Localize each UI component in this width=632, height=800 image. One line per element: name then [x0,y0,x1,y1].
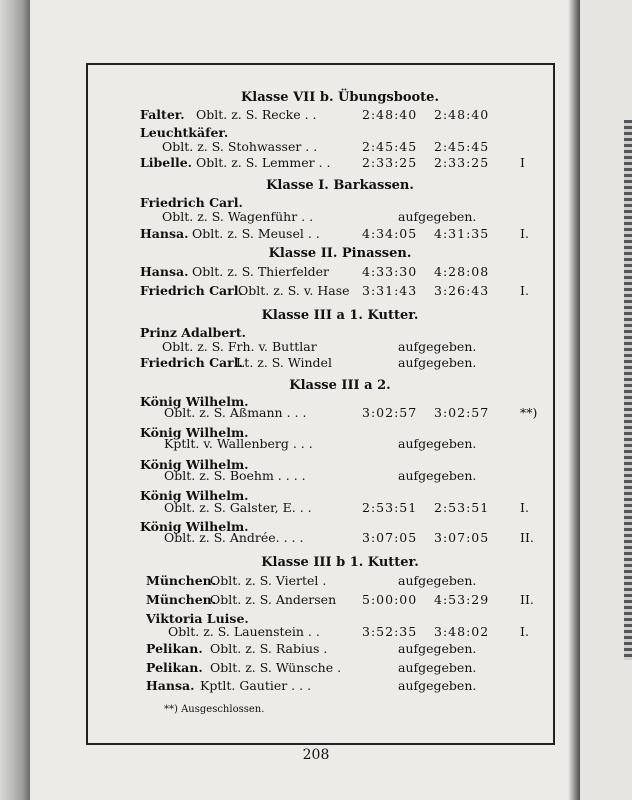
boat-name: Friedrich Carl. [140,283,243,298]
boat-name: Pelikan. [146,641,203,656]
crew-name: Lt. z. S. Windel [236,355,332,370]
boat-name: Pelikan. [146,660,203,675]
time-sailed: 4:33:30 [362,264,418,279]
time-sailed: 3:52:35 [362,624,418,639]
crew-name: Oblt. z. S. Meusel . . [192,226,320,241]
table-row [0,404,632,422]
table-row [0,106,632,124]
status-note: aufgegeben. [398,436,477,451]
crew-name: Kptlt. Gautier . . . [200,678,312,693]
crew-name: Oblt. z. S. Lauenstein . . [168,624,320,639]
crew-name: Oblt. z. S. Wünsche . [210,660,342,675]
section-heading: Klasse III a 1. Kutter. [261,308,419,323]
status-note: aufgegeben. [398,209,477,224]
prize: II. [520,592,534,607]
table-row [0,282,632,300]
table-row [0,623,632,641]
time-corrected: 4:53:29 [434,592,490,607]
crew-name: Oblt. z. S. Lemmer . . [196,155,331,170]
status-note: aufgegeben. [398,573,477,588]
time-corrected: 2:45:45 [434,139,490,154]
boat-name: König Wilhelm. [140,425,249,440]
boat-name: München. [146,573,217,588]
boat-name: Hansa. [146,678,195,693]
table-row [0,499,632,517]
crew-name: Oblt. z. S. Rabius . [210,641,328,656]
status-note: aufgegeben. [398,660,477,675]
page-number: 208 [302,747,330,763]
time-corrected: 3:07:05 [434,530,490,545]
time-corrected: 4:31:35 [434,226,490,241]
crew-name: Oblt. z. S. Wagenführ . . [162,209,314,224]
prize: I. [520,226,529,241]
prize: I. [520,283,529,298]
boat-name: König Wilhelm. [140,457,249,472]
time-sailed: 2:33:25 [362,155,418,170]
crew-name: Oblt. z. S. Andersen [210,592,337,607]
time-corrected: 2:33:25 [434,155,490,170]
table-row [0,529,632,547]
boat-name: Friedrich Carl. [140,195,243,210]
time-sailed: 2:45:45 [362,139,418,154]
boat-name: König Wilhelm. [140,488,249,503]
table-row [0,435,632,453]
boat-name: Falter. [140,107,185,122]
boat-name: Hansa. [140,264,189,279]
section-heading: Klasse III b 1. Kutter. [261,555,419,570]
crew-name: Oblt. z. S. Andrée. . . . [164,530,304,545]
time-sailed: 2:48:40 [362,107,418,122]
table-row [0,659,632,677]
table-row [0,591,632,609]
crew-name: Kptlt. v. Wallenberg . . . [164,436,313,451]
boat-name: Libelle. [140,155,193,170]
boat-name: Hansa. [140,226,189,241]
time-sailed: 2:53:51 [362,500,418,515]
prize: I. [520,500,529,515]
table-row [0,208,632,226]
crew-name: Oblt. z. S. v. Hase [238,283,350,298]
section-heading: Klasse III a 2. [289,378,391,393]
prize: I [520,155,525,170]
time-sailed: 3:02:57 [362,405,418,420]
table-row [0,640,632,658]
table-row [0,467,632,485]
table-row [0,572,632,590]
table-row [0,225,632,243]
time-sailed: 5:00:00 [362,592,418,607]
status-note: aufgegeben. [398,339,477,354]
time-corrected: 2:48:40 [434,107,490,122]
section-heading: Klasse I. Barkassen. [266,178,414,193]
status-note: aufgegeben. [398,468,477,483]
crew-name: Oblt. z. S. Recke . . [196,107,317,122]
crew-name: Oblt. z. S. Aßmann . . . [164,405,307,420]
boat-name: König Wilhelm. [140,394,249,409]
time-corrected: 3:26:43 [434,283,490,298]
time-sailed: 4:34:05 [362,226,418,241]
footnote: **) Ausgeschlossen. [164,704,265,715]
prize: I. [520,624,529,639]
section-heading: Klasse VII b. Übungsboote. [241,90,439,105]
table-row [0,263,632,281]
time-corrected: 3:02:57 [434,405,490,420]
boat-name: König Wilhelm. [140,519,249,534]
section-heading: Klasse II. Pinassen. [268,246,412,261]
boat-name: Friedrich Carl. [140,355,243,370]
crew-name: Oblt. z. S. Boehm . . . . [164,468,306,483]
prize: **) [520,405,538,420]
crew-name: Oblt. z. S. Galster, E. . . [164,500,312,515]
crew-name: Oblt. z. S. Frh. v. Buttlar [162,339,317,354]
table-row [0,354,632,372]
status-note: aufgegeben. [398,355,477,370]
time-corrected: 3:48:02 [434,624,490,639]
time-sailed: 3:07:05 [362,530,418,545]
crew-name: Oblt. z. S. Viertel . [210,573,327,588]
table-row [0,154,632,172]
time-corrected: 2:53:51 [434,500,490,515]
table-row [0,677,632,695]
time-corrected: 4:28:08 [434,264,490,279]
boat-name: Viktoria Luise. [146,611,249,626]
boat-name: München. [146,592,217,607]
crew-name: Oblt. z. S. Thierfelder [192,264,329,279]
status-note: aufgegeben. [398,641,477,656]
time-sailed: 3:31:43 [362,283,418,298]
boat-name: Leuchtkäfer. [140,125,229,140]
boat-name: Prinz Adalbert. [140,325,246,340]
prize: II. [520,530,534,545]
status-note: aufgegeben. [398,678,477,693]
crew-name: Oblt. z. S. Stohwasser . . [162,139,318,154]
